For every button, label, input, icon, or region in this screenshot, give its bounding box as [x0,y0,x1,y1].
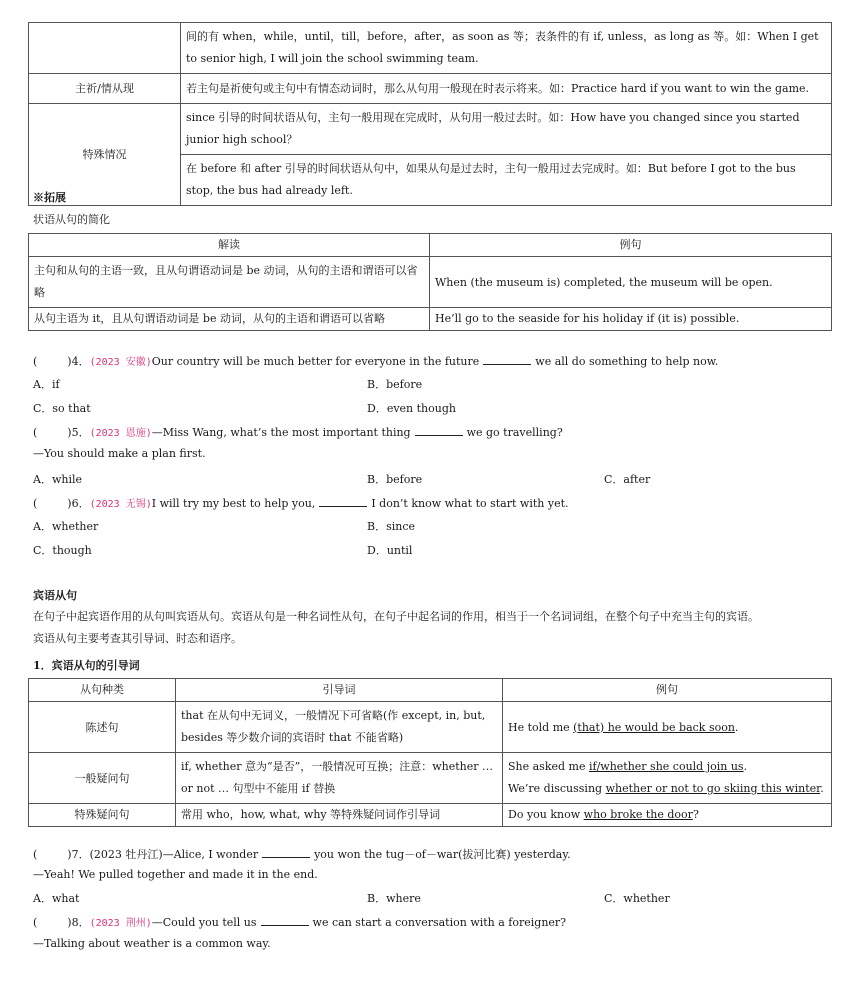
table-header: 例句 [430,234,832,257]
option-a[interactable]: A．what [33,892,80,905]
question-number: )8． [67,916,90,929]
section-heading: 宾语从句 [33,589,77,602]
question-text: we can start a conversation with a foreigner? [312,916,567,929]
table-cell: that 在从句中无词义，一般情况下可省略(作 except, in, but, besides 等少数介词的宾语时 that 不能省略) [176,702,503,753]
table-cell: 一般疑问句 [29,753,176,804]
question-7 [33,846,571,862]
table-cell: She asked me if/whether she could join us. We’re discussing whether or not to go skiing this winter. [503,753,832,804]
source-tag: (2023 安徽) [89,357,152,368]
option-b[interactable]: B．where [367,892,421,905]
section-intro [33,606,833,650]
answer-blank[interactable] [262,847,310,858]
option-d[interactable]: D．even though [367,402,456,415]
question-text: Our country will be much better for everyone in the future [151,355,480,368]
option-c[interactable]: C．after [604,473,651,486]
question-text: —Miss Wang, what’s the most important thing [151,426,411,439]
answer-blank[interactable] [483,354,531,365]
question-text: I don’t know what to start with yet. [371,497,569,510]
source-tag: (2023 恩施) [89,428,152,439]
question-paren: ( [33,497,38,510]
table-cell: 特殊情况 [29,104,181,206]
option-c[interactable]: C．whether [604,892,670,905]
question-5 [33,424,563,440]
table-cell: if, whether 意为“是否”，一般情况可互换；注意：whether … or not … 句型中不能用 if 替换 [176,753,503,804]
extension-mark: ※拓展 [33,191,66,204]
intro-paragraph: 宾语从句主要考查其引导词、时态和语序。 [33,632,242,645]
intro-paragraph: 在句子中起宾语作用的从句叫宾语从句。宾语从句是一种名词性从句，在句子中起名词的作用，相当于一个名词词组，在整个句子中充当主句的宾语。 [33,610,759,623]
table-cell [29,23,181,74]
option-a[interactable]: A．if [33,378,60,391]
question-text: —Could you tell us [151,916,257,929]
table-cell: 在 before 和 after 引导的时间状语从句中，如果从句是过去时，主句一般用过去完成时。如：But before I got to the bus stop, the bus had already left. [181,155,832,206]
option-b[interactable]: B．before [367,473,423,486]
option-b[interactable]: B．since [367,520,416,533]
table-cell: Do you know who broke the door? [503,804,832,827]
option-a[interactable]: A．while [33,473,82,486]
extension-subtitle: 状语从句的简化 [33,213,110,226]
question-8 [33,914,566,930]
table-cell: 间的有 when，while，until，till，before，after，as soon as 等；表条件的有 if, unless，as long as 等。如：When I get to senior high, I will join the school swimming team. [181,23,832,74]
table-cell: He told me (that) he would be back soon. [503,702,832,753]
question-number: )5． [67,426,90,439]
table-cell: 常用 who，how, what, why 等特殊疑问词作引导词 [176,804,503,827]
question-paren: ( [33,848,38,861]
question-text: you won the tug－of－war(拔河比赛) yesterday. [314,848,571,861]
table-cell: He’ll go to the seaside for his holiday if (it is) possible. [430,308,832,331]
table-cell: since 引导的时间状语从句，主句一般用现在完成时，从句用一般过去时。如：How have you changed since you started junior high school？ [181,104,832,155]
answer-line: —Yeah! We pulled together and made it in the end. [33,868,318,881]
table-header: 从句种类 [29,679,176,702]
question-number: )6． [67,497,90,510]
object-clause-table [28,678,832,827]
source-tag: (2023 荆州) [89,918,152,929]
question-text: I will try my best to help you, [151,497,316,510]
question-6 [33,495,569,511]
table-header: 解读 [29,234,430,257]
answer-blank[interactable] [415,425,463,436]
question-4 [33,353,718,369]
table-cell: 主句和从句的主语一致，且从句谓语动词是 be 动词，从句的主语和谓语可以省略 [29,257,430,308]
simplification-table [28,233,832,331]
question-paren: ( [33,426,38,439]
question-paren: ( [33,916,38,929]
option-d[interactable]: D．until [367,544,413,557]
question-text: we go travelling? [466,426,563,439]
table-cell: 若主句是祈使句或主句中有情态动词时，那么从句用一般现在时表示将来。如：Practice hard if you want to win the game. [181,74,832,104]
table-header: 引导词 [176,679,503,702]
answer-blank[interactable] [319,496,367,507]
subsection-heading: 1．宾语从句的引导词 [33,659,140,672]
table-cell: 陈述句 [29,702,176,753]
answer-line: —Talking about weather is a common way. [33,937,271,950]
question-paren: ( [33,355,38,368]
option-b[interactable]: B．before [367,378,423,391]
question-number: )4． [67,355,90,368]
option-c[interactable]: C．so that [33,402,91,415]
table-cell: 主祈/情从现 [29,74,181,104]
answer-blank[interactable] [261,915,309,926]
source-tag: (2023 无锡) [89,499,152,510]
question-text: we all do something to help now. [535,355,719,368]
question-text: —Alice, I wonder [162,848,259,861]
table-cell: When (the museum is) completed, the museum will be open. [430,257,832,308]
table-cell: 特殊疑问句 [29,804,176,827]
question-number: )7．(2023 牡丹江) [67,848,163,861]
option-c[interactable]: C．though [33,544,92,557]
option-a[interactable]: A．whether [33,520,99,533]
table-cell: 从句主语为 it，且从句谓语动词是 be 动词，从句的主语和谓语可以省略 [29,308,430,331]
clause-table-top [28,22,832,206]
table-header: 例句 [503,679,832,702]
answer-line: —You should make a plan first. [33,447,206,460]
